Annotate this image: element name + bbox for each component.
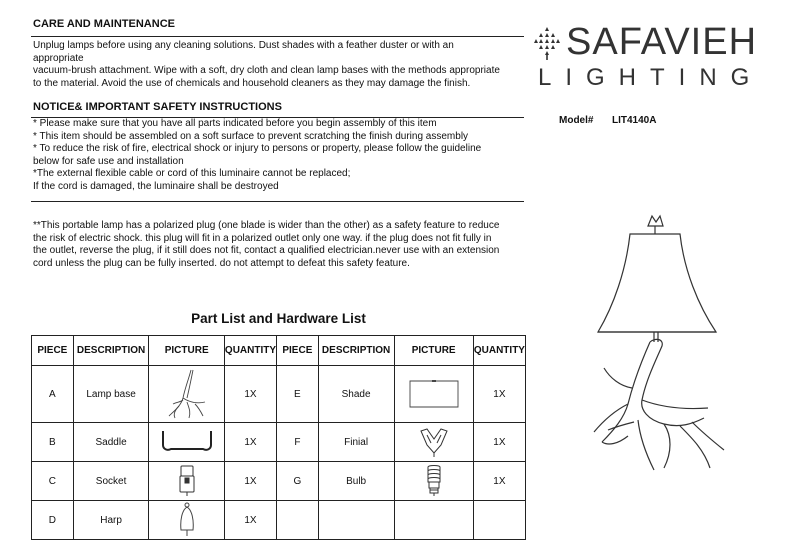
col-header-description: DESCRIPTION bbox=[73, 336, 149, 366]
safety-text bbox=[33, 118, 528, 193]
brand-logo-icon bbox=[532, 25, 562, 61]
quantity-cell: 1X bbox=[224, 366, 276, 423]
col-header-piece: PIECE bbox=[277, 336, 319, 366]
quantity-cell: 1X bbox=[473, 423, 525, 462]
piece-cell: F bbox=[277, 423, 319, 462]
table-row bbox=[32, 501, 526, 540]
col-header-description: DESCRIPTION bbox=[318, 336, 394, 366]
safety-line: * To reduce the risk of fire, electrical shock or injury to persons or property, please follow the guideline bbox=[33, 143, 482, 154]
picture-cell bbox=[394, 501, 473, 540]
quantity-cell: 1X bbox=[224, 501, 276, 540]
safety-bottom-rule bbox=[31, 201, 524, 202]
col-header-picture: PICTURE bbox=[149, 336, 224, 366]
lamp-illustration bbox=[568, 210, 748, 500]
description-cell: Shade bbox=[318, 366, 394, 423]
quantity-cell: 1X bbox=[473, 366, 525, 423]
col-header-quantity: QUANTITY bbox=[473, 336, 525, 366]
parts-table bbox=[31, 335, 526, 540]
safety-heading: NOTICE& IMPORTANT SAFETY INSTRUCTIONS bbox=[33, 101, 282, 113]
safety-line: below for safe use and installation bbox=[33, 155, 184, 167]
description-cell: Lamp base bbox=[73, 366, 149, 423]
picture-cell bbox=[149, 501, 224, 540]
polarized-line: the outlet, reverse the plug, if it still does not fit, contact a qualified electrician.never use with an extension bbox=[33, 245, 500, 256]
polarized-line: cord unless the plug can be fully inserted. do not attempt to defeat this safety feature. bbox=[33, 257, 410, 269]
polarized-text bbox=[33, 220, 528, 270]
picture-cell bbox=[149, 366, 224, 423]
saddle-icon bbox=[159, 427, 215, 457]
quantity-cell: 1X bbox=[224, 462, 276, 501]
picture-cell bbox=[394, 462, 473, 501]
piece-cell bbox=[277, 501, 319, 540]
picture-cell bbox=[149, 462, 224, 501]
piece-cell: C bbox=[32, 462, 74, 501]
description-cell: Bulb bbox=[318, 462, 394, 501]
safety-line: *The external flexible cable or cord of this luminaire cannot be replaced; bbox=[33, 168, 351, 179]
description-cell: Saddle bbox=[73, 423, 149, 462]
piece-cell: B bbox=[32, 423, 74, 462]
picture-cell bbox=[149, 423, 224, 462]
table-row bbox=[32, 423, 526, 462]
description-cell: Harp bbox=[73, 501, 149, 540]
model-label: Model# bbox=[559, 115, 594, 126]
safety-line: * This item should be assembled on a soft surface to prevent scratching the finish during assembly bbox=[33, 130, 469, 142]
col-header-piece: PIECE bbox=[32, 336, 74, 366]
care-heading: CARE AND MAINTENANCE bbox=[33, 18, 175, 30]
piece-cell: A bbox=[32, 366, 74, 423]
care-text bbox=[33, 40, 528, 90]
safety-line: If the cord is damaged, the luminaire shall be destroyed bbox=[33, 180, 279, 192]
care-line: vacuum-brush attachment. Wipe with a soft, dry cloth and clean lamp bases with the methods appropriate bbox=[33, 65, 500, 76]
picture-cell bbox=[394, 366, 473, 423]
shade-icon bbox=[406, 377, 462, 411]
table-header-row bbox=[32, 336, 526, 366]
picture-cell bbox=[394, 423, 473, 462]
piece-cell: G bbox=[277, 462, 319, 501]
col-header-picture: PICTURE bbox=[394, 336, 473, 366]
lamp-base-icon bbox=[165, 368, 209, 420]
care-rule bbox=[31, 36, 524, 37]
piece-cell: E bbox=[277, 366, 319, 423]
safety-line: * Please make sure that you have all parts indicated before you begin assembly of this item bbox=[33, 118, 437, 129]
table-row bbox=[32, 366, 526, 423]
care-line: Unplug lamps before using any cleaning solutions. Dust shades with a feather duster or with an bbox=[33, 40, 454, 51]
polarized-line: **This portable lamp has a polarized plug (one blade is wider than the other) as a safety feature to reduce bbox=[33, 220, 500, 231]
piece-cell: D bbox=[32, 501, 74, 540]
quantity-cell: 1X bbox=[224, 423, 276, 462]
description-cell: Finial bbox=[318, 423, 394, 462]
brand-sub: LIGHTING bbox=[538, 64, 764, 91]
model-number: LIT4140A bbox=[612, 115, 657, 126]
col-header-quantity: QUANTITY bbox=[224, 336, 276, 366]
description-cell bbox=[318, 501, 394, 540]
finial-icon bbox=[417, 425, 451, 459]
polarized-line: the risk of electric shock. this plug will fit in a polarized outlet only one way. if the plug does not fit fully in bbox=[33, 232, 492, 244]
harp-icon bbox=[176, 502, 198, 538]
brand-name: SAFAVIEH bbox=[566, 21, 758, 63]
table-row bbox=[32, 462, 526, 501]
care-line: to the material. Avoid the use of chemicals and household cleaners as they may damage the finish. bbox=[33, 77, 471, 89]
quantity-cell: 1X bbox=[473, 462, 525, 501]
care-line: appropriate bbox=[33, 52, 84, 64]
quantity-cell bbox=[473, 501, 525, 540]
socket-icon bbox=[177, 464, 197, 498]
description-cell: Socket bbox=[73, 462, 149, 501]
parts-title: Part List and Hardware List bbox=[191, 311, 366, 326]
bulb-icon bbox=[423, 464, 445, 498]
